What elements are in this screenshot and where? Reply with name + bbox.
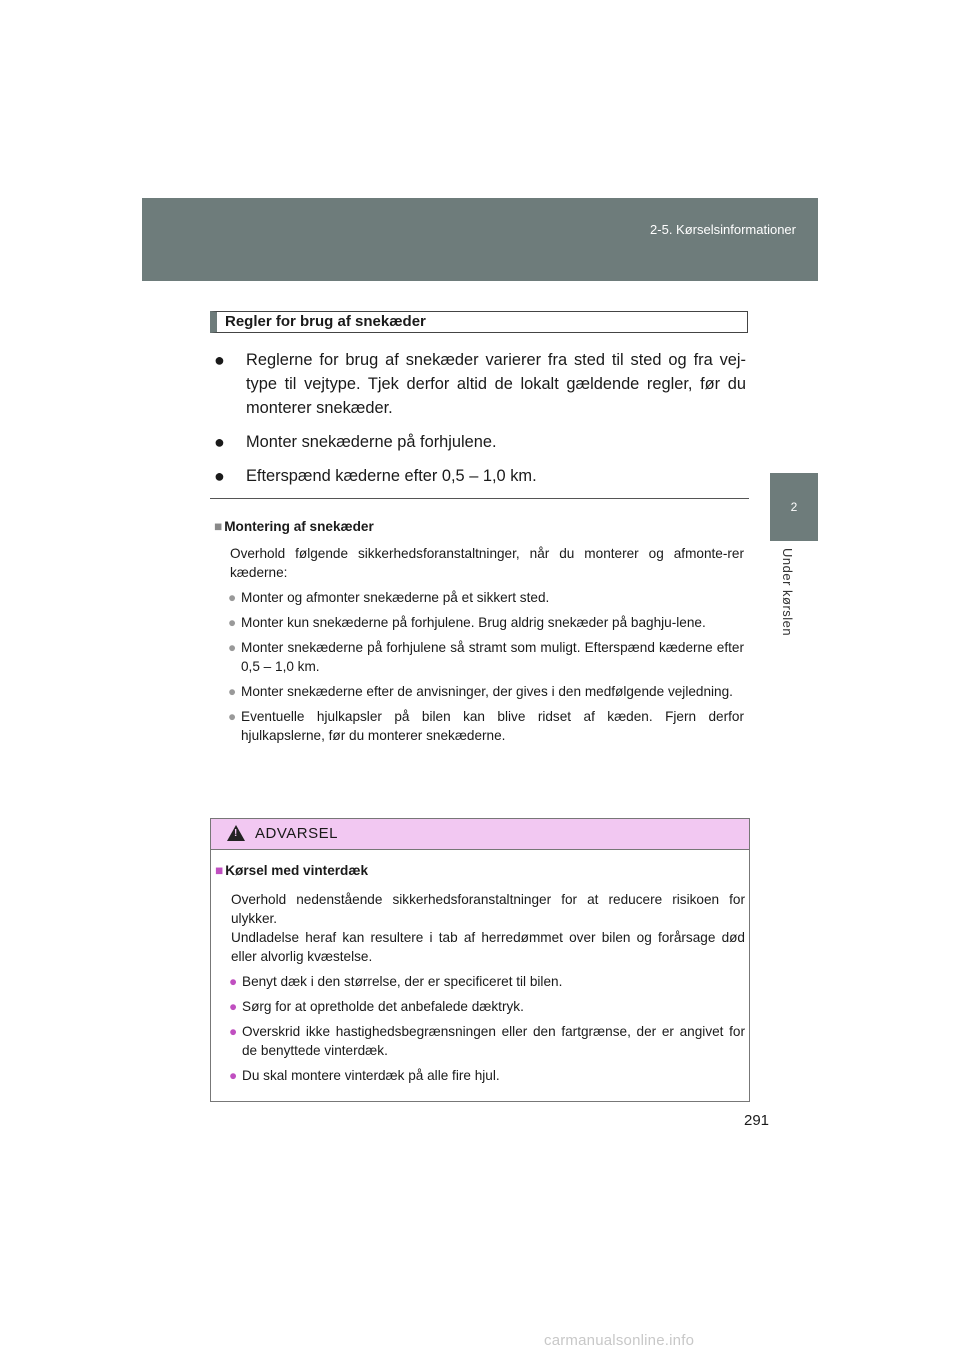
item-text: Benyt dæk i den størrelse, der er specificeret til bilen. [242, 974, 563, 989]
mounting-title-row [214, 518, 744, 536]
warning-intro [231, 890, 745, 966]
warning-label: ADVARSEL [255, 825, 338, 842]
bullet-icon: ● [229, 1024, 238, 1039]
section-label: 2-5. Kørselsinformationer [650, 222, 796, 237]
warning-intro-1: Overhold nedenstående sikkerhedsforanstaltninger for at reducere risikoen for ulykker. [231, 892, 745, 926]
list-item [231, 972, 745, 991]
list-item [230, 613, 744, 632]
chapter-tab: 2 [770, 473, 818, 541]
list-item [231, 997, 745, 1016]
list-item [230, 682, 744, 701]
warning-header [211, 819, 749, 850]
item-text: Overskrid ikke hastighedsbegrænsningen eller den fartgrænse, der er angivet for de benyttede vinterdæk. [242, 1024, 745, 1058]
list-item [230, 588, 744, 607]
rule-text: Efterspænd kæderne efter 0,5 – 1,0 km. [246, 467, 537, 485]
bullet-icon: ● [228, 590, 237, 605]
rule-text: Reglerne for brug af snekæder varierer fra sted til sted og fra vej-type til vejtype. Tjek derfor altid de lokalt gældende regler, før du monterer snekæder. [246, 351, 746, 417]
square-bullet-icon: ■ [215, 863, 224, 878]
warning-body [211, 850, 749, 1085]
rules-list [214, 348, 746, 498]
bullet-icon: ● [228, 709, 237, 724]
bullet-icon: ● [229, 974, 238, 989]
list-item [230, 707, 744, 745]
list-item [214, 430, 746, 454]
warning-title: Kørsel med vinterdæk [225, 863, 368, 878]
item-text: Monter kun snekæderne på forhjulene. Brug aldrig snekæder på baghju-lene. [241, 615, 706, 630]
bullet-icon: ● [214, 350, 225, 370]
bullet-icon: ● [214, 466, 225, 486]
watermark: carmanualsonline.info [544, 1332, 695, 1349]
page-number: 291 [744, 1112, 770, 1129]
rules-heading: Regler for brug af snekæder [225, 313, 426, 330]
mounting-title: Montering af snekæder [224, 519, 374, 534]
list-item [230, 638, 744, 676]
bullet-icon: ● [229, 1068, 238, 1083]
warning-title-row [215, 862, 745, 880]
warning-intro-2: Undladelse heraf kan resultere i tab af herredømmet over bilen og forårsage død eller alvorlig kvæstelse. [231, 930, 745, 964]
bullet-icon: ● [229, 999, 238, 1014]
list-item [231, 1066, 745, 1085]
list-item [214, 464, 746, 488]
item-text: Monter og afmonter snekæderne på et sikkert sted. [241, 590, 550, 605]
bullet-icon: ● [228, 615, 237, 630]
item-text: Monter snekæderne på forhjulene så stramt som muligt. Efterspænd kæderne efter 0,5 – 1,0 km. [241, 640, 744, 674]
mounting-intro: Overhold følgende sikkerhedsforanstaltninger, når du monterer og afmonte-rer kæderne: [230, 546, 744, 580]
bullet-icon: ● [228, 640, 237, 655]
item-text: Du skal montere vinterdæk på alle fire hjul. [242, 1068, 500, 1083]
square-bullet-icon: ■ [214, 519, 223, 534]
rules-heading-box [210, 311, 748, 333]
list-item [231, 1022, 745, 1060]
item-text: Sørg for at opretholde det anbefalede dæktryk. [242, 999, 524, 1014]
list-item [214, 348, 746, 420]
section-divider [210, 498, 749, 499]
chapter-label: Under kørslen [780, 548, 795, 637]
bullet-icon: ● [214, 432, 225, 452]
rule-text: Monter snekæderne på forhjulene. [246, 433, 497, 451]
exclamation-icon: ! [234, 828, 238, 839]
mounting-section [214, 518, 744, 745]
bullet-icon: ● [228, 684, 237, 699]
header-band [142, 198, 818, 281]
warning-box [210, 818, 750, 1102]
item-text: Eventuelle hjulkapsler på bilen kan blive ridset af kæden. Fjern derfor hjulkapslerne, før du monterer snekæderne. [241, 709, 744, 743]
item-text: Monter snekæderne efter de anvisninger, der gives i den medfølgende vejledning. [241, 684, 733, 699]
